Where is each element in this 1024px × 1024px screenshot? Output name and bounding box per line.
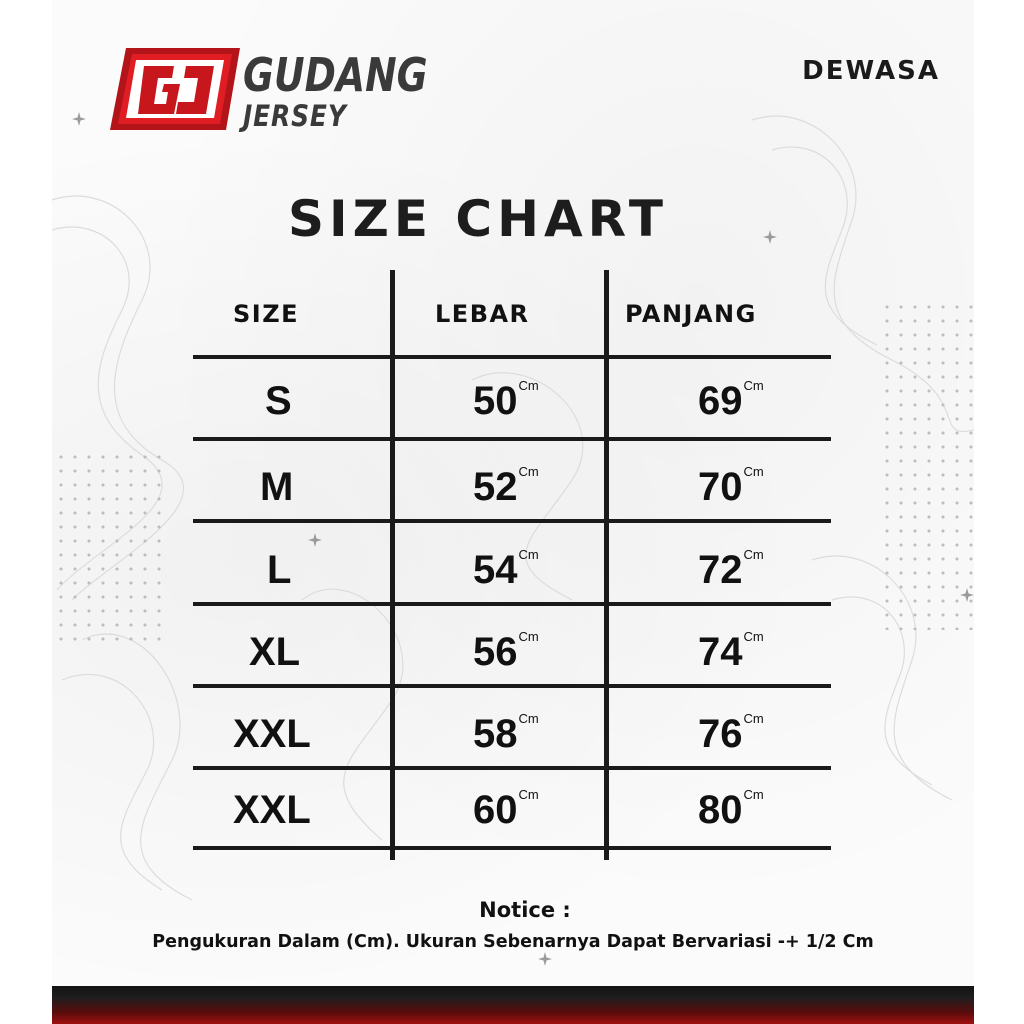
row-divider [193, 437, 831, 441]
panjang-value: 70 [698, 465, 743, 509]
notice-text: Pengukuran Dalam (Cm). Ukuran Sebenarnya Dapat Bervariasi -+ 1/2 Cm [152, 932, 874, 952]
size-cell: S [265, 379, 292, 423]
brand-name-line2: JERSEY [243, 99, 347, 133]
panjang-cell [698, 378, 764, 423]
unit-label: Cm [518, 378, 539, 393]
size-cell: L [267, 548, 292, 592]
row-divider [193, 602, 831, 606]
lebar-value: 52 [473, 465, 518, 509]
lebar-cell [473, 629, 539, 674]
panjang-value: 76 [698, 712, 743, 756]
unit-label: Cm [743, 547, 764, 562]
panjang-value: 80 [698, 788, 743, 832]
unit-label: Cm [518, 547, 539, 562]
unit-label: Cm [518, 464, 539, 479]
header-size: SIZE [233, 300, 300, 328]
panjang-cell [698, 464, 764, 509]
unit-label: Cm [743, 711, 764, 726]
lebar-value: 54 [473, 548, 518, 592]
notice-title: Notice : [479, 898, 571, 922]
page-title: SIZE CHART [288, 190, 669, 248]
lebar-cell [473, 787, 539, 832]
panjang-value: 74 [698, 630, 743, 674]
category-label: DEWASA [802, 56, 940, 86]
panjang-value: 69 [698, 379, 743, 423]
header-panjang: PANJANG [625, 300, 757, 328]
unit-label: Cm [518, 711, 539, 726]
panjang-cell [698, 711, 764, 756]
sparkle-icon [960, 588, 974, 602]
sparkle-icon [72, 112, 86, 126]
footer-bar [52, 986, 974, 1024]
unit-label: Cm [743, 464, 764, 479]
brand-name-line1: GUDANG [243, 48, 428, 102]
lebar-value: 56 [473, 630, 518, 674]
size-cell: XXL [233, 788, 311, 832]
lebar-cell [473, 711, 539, 756]
lebar-value: 58 [473, 712, 518, 756]
unit-label: Cm [743, 378, 764, 393]
lebar-cell [473, 464, 539, 509]
row-divider [193, 766, 831, 770]
lebar-cell [473, 547, 539, 592]
sparkle-icon [538, 952, 552, 966]
row-divider [193, 355, 831, 359]
sparkle-icon [308, 533, 322, 547]
unit-label: Cm [743, 629, 764, 644]
sparkle-icon [763, 230, 777, 244]
size-cell: XXL [233, 712, 311, 756]
size-cell: M [260, 465, 294, 509]
unit-label: Cm [518, 787, 539, 802]
size-table [193, 270, 831, 860]
panjang-value: 72 [698, 548, 743, 592]
unit-label: Cm [743, 787, 764, 802]
size-cell: XL [249, 630, 301, 674]
row-divider [193, 846, 831, 850]
row-divider [193, 519, 831, 523]
header-lebar: LEBAR [435, 300, 530, 328]
lebar-cell [473, 378, 539, 423]
unit-label: Cm [518, 629, 539, 644]
lebar-value: 60 [473, 788, 518, 832]
panjang-cell [698, 787, 764, 832]
brand-logo [110, 48, 450, 138]
panjang-cell [698, 547, 764, 592]
row-divider [193, 684, 831, 688]
gj-badge-icon [110, 48, 240, 130]
panjang-cell [698, 629, 764, 674]
lebar-value: 50 [473, 379, 518, 423]
